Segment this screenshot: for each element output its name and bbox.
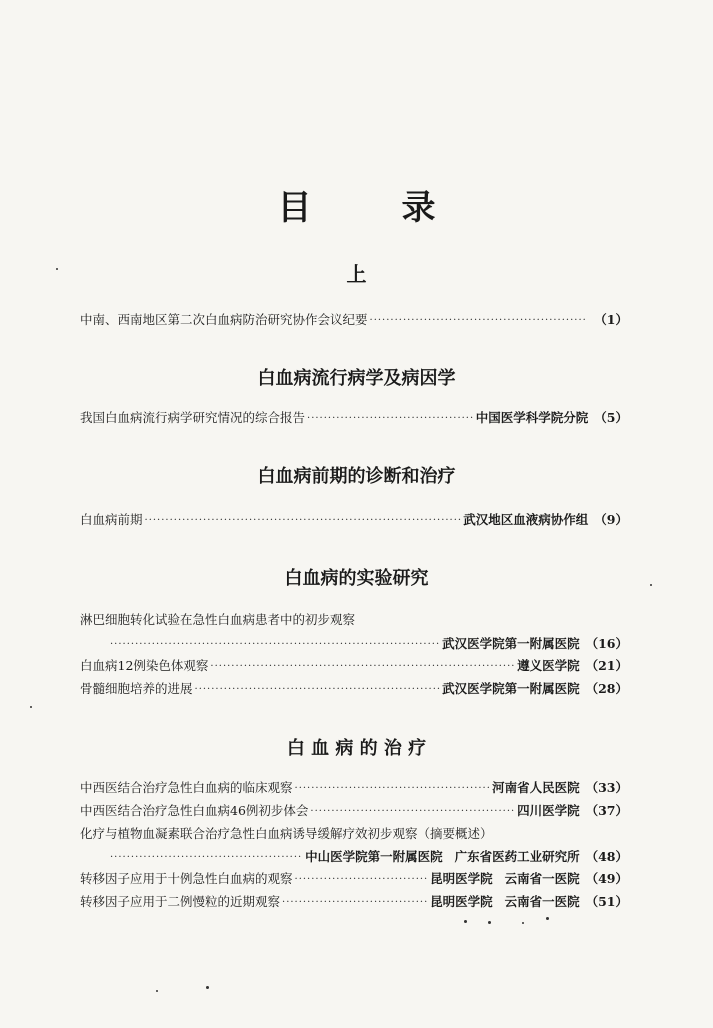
leader-dots — [307, 412, 474, 426]
scan-speck — [156, 990, 158, 992]
scan-speck — [650, 584, 652, 586]
toc-entry[interactable] — [80, 677, 628, 697]
toc-entry[interactable] — [108, 845, 628, 865]
scan-speck — [464, 920, 467, 923]
toc-entry[interactable] — [80, 799, 628, 819]
toc-entry[interactable] — [80, 822, 628, 842]
scan-speck — [522, 922, 524, 924]
toc-entry[interactable] — [80, 608, 628, 628]
leader-dots — [110, 638, 440, 652]
leader-dots — [145, 514, 462, 528]
title-char-right: 录 — [401, 188, 436, 228]
entry-title: 我国白血病流行病学研究情况的综合报告 — [80, 410, 306, 425]
scan-speck — [56, 268, 58, 270]
entry-title: 白血病12例染色体观察 — [80, 658, 209, 673]
toc-entry[interactable] — [80, 508, 628, 528]
page-title — [0, 180, 713, 229]
section-heading: 白血病前期的诊断和治疗 — [257, 466, 456, 487]
section-heading: 白血病流行病学及病因学 — [257, 368, 456, 389]
entry-page: （16） — [585, 636, 628, 651]
entry-author: 中山医学院第一附属医院 — [305, 849, 443, 864]
entry-page: （28） — [585, 681, 628, 696]
toc-entry[interactable] — [80, 867, 628, 887]
entry-author-secondary: 广东省医药工业研究所 — [454, 849, 580, 864]
entry-page: （37） — [585, 803, 628, 818]
leader-dots — [110, 851, 303, 865]
entry-author-secondary: 云南省一医院 — [504, 894, 580, 909]
entry-author-secondary: 云南省一医院 — [504, 871, 580, 886]
entry-page: （9） — [594, 512, 628, 527]
section-heading: 白 血 病 的 治 疗 — [286, 738, 427, 759]
entry-page: （21） — [585, 658, 628, 673]
toc-entry[interactable] — [80, 406, 628, 426]
leader-dots — [210, 660, 515, 674]
entry-title: 骨髓细胞培养的进展 — [80, 681, 193, 696]
leader-dots — [195, 683, 441, 697]
toc-entry[interactable] — [80, 654, 628, 674]
section-heading: 白血病的实验研究 — [284, 568, 429, 589]
leader-dots — [370, 314, 587, 328]
entry-author: 河南省人民医院 — [492, 780, 580, 795]
entry-title: 白血病前期 — [80, 512, 143, 527]
entry-author: 四川医学院 — [517, 803, 580, 818]
entry-title: 中西医结合治疗急性白血病46例初步体会 — [80, 803, 309, 818]
entry-author: 武汉医学院第一附属医院 — [442, 681, 580, 696]
entry-title: 中西医结合治疗急性白血病的临床观察 — [80, 780, 293, 795]
entry-author: 昆明医学院 — [430, 894, 493, 909]
entry-author: 武汉地区血液病协作组 — [463, 512, 589, 527]
scan-speck — [30, 706, 32, 708]
entry-page: （51） — [585, 894, 628, 909]
toc-entry[interactable] — [80, 890, 628, 910]
scan-speck — [488, 921, 491, 924]
title-char-left: 目 — [277, 188, 312, 228]
leader-dots — [310, 805, 515, 819]
scan-speck — [206, 986, 209, 989]
entry-title: 中南、西南地区第二次白血病防治研究协作会议纪要 — [80, 312, 368, 327]
entry-title: 化疗与植物血凝素联合治疗急性白血病诱导缓解疗效初步观察（摘要概述） — [80, 826, 493, 841]
volume-label: 上 — [346, 262, 367, 286]
entry-title: 转移因子应用于二例慢粒的近期观察 — [80, 894, 281, 909]
scan-speck — [546, 917, 549, 920]
entry-page: （49） — [585, 871, 628, 886]
leader-dots — [282, 896, 428, 910]
toc-entry[interactable] — [80, 776, 628, 796]
entry-page: （33） — [585, 780, 628, 795]
entry-page: （48） — [585, 849, 628, 864]
entry-author: 中国医学科学院分院 — [475, 410, 589, 425]
entry-author: 昆明医学院 — [430, 871, 493, 886]
entry-page: （5） — [594, 410, 628, 425]
entry-title: 转移因子应用于十例急性白血病的观察 — [80, 871, 293, 886]
toc-entry[interactable] — [80, 308, 628, 328]
leader-dots — [295, 782, 491, 796]
leader-dots — [295, 873, 429, 887]
entry-page: （1） — [594, 312, 628, 327]
entry-title: 淋巴细胞转化试验在急性白血病患者中的初步观察 — [80, 612, 356, 627]
toc-entry[interactable] — [108, 632, 628, 652]
entry-author: 遵义医学院 — [517, 658, 580, 673]
entry-author: 武汉医学院第一附属医院 — [442, 636, 580, 651]
